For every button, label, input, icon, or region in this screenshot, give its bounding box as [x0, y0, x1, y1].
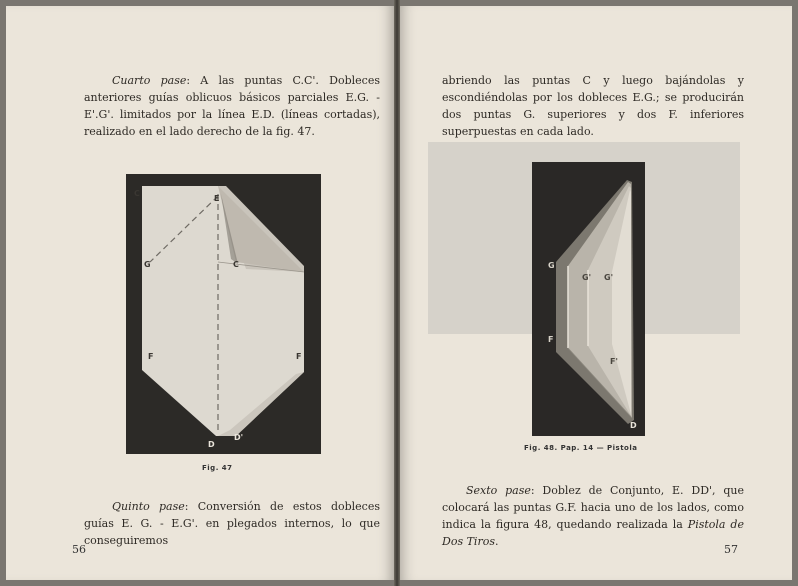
cuarto-pase-text: : A las puntas C.C'. Dobleces anteriores guías oblicuos básicos parciales E.G. - E'.G'. limitados por la línea E.D. (líneas cortadas), realizado en el lado derecho de la fig. 47. [84, 74, 380, 138]
cuarto-pase-label: Cuarto pase [112, 74, 187, 87]
continuation-paragraph: abriendo las puntas C y luego bajándolas y escondiéndolas por los dobleces E.G.; se producirán dos puntas G. superiores y dos F. inferiores superpuestas en cada lado. [442, 74, 744, 138]
quinto-pase-text: : Conversión de estos dobleces guías E. G. - E.G'. en plegados internos, lo que conseguiremos [84, 500, 380, 547]
fig47-label-c: C [134, 189, 140, 198]
fig47-label-f-right: F [296, 352, 302, 361]
sexto-pase-paragraph [442, 482, 744, 550]
fig47-label-c-center: C [233, 260, 239, 269]
fig48-label-g: G [548, 261, 555, 270]
sexto-pase-title: Pistola de Dos Tiros [442, 518, 744, 548]
figure-47-caption: Fig. 47 [202, 464, 233, 472]
quinto-pase-label: Quinto pase [112, 500, 185, 513]
page-number-left: 56 [72, 543, 86, 556]
fig48-label-f: F [548, 335, 554, 344]
fig47-label-f-left: F [148, 352, 154, 361]
fig48-label-g-prime: G' [604, 273, 614, 282]
fig47-label-d-prime: D' [234, 433, 244, 442]
cuarto-pase-paragraph [84, 72, 380, 140]
figure-48-caption: Fig. 48. Pap. 14 — Pistola [524, 444, 638, 452]
sexto-pase-text-2: . [494, 535, 499, 548]
right-page [400, 6, 792, 580]
fig47-label-g: G [144, 260, 151, 269]
fig48-label-d: D [630, 421, 637, 430]
figure-48-photo [532, 162, 645, 436]
sexto-pase-label: Sexto pase [466, 484, 531, 497]
fig48-label-g-inner: G' [582, 273, 592, 282]
fig47-label-d: D [208, 440, 215, 449]
left-page [6, 6, 394, 580]
fig48-label-f-prime: F' [610, 357, 618, 366]
sexto-pase-text-1: : Doblez de Conjunto, E. DD', que colocará las puntas G.F. hacia uno de los lados, como indica la figura 48, quedando realizada la [442, 484, 745, 531]
page-number-right: 57 [724, 543, 738, 556]
quinto-pase-paragraph [84, 498, 380, 549]
fig47-label-e: E [214, 194, 220, 203]
figure-47 [126, 174, 321, 454]
